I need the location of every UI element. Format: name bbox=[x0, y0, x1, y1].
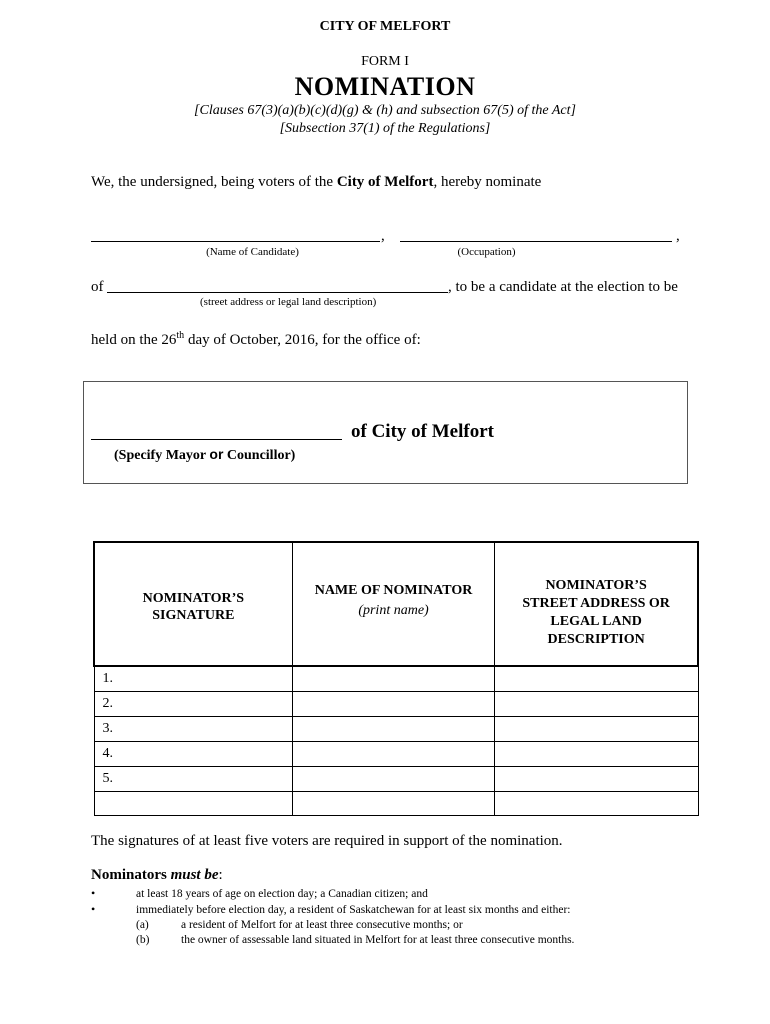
office-city-label: of City of Melfort bbox=[351, 421, 494, 442]
nominator-table bbox=[93, 541, 699, 816]
requirement-residency: immediately before election day, a resident of Saskatchewan for at least six months and either: bbox=[136, 904, 571, 916]
table-row bbox=[94, 767, 698, 792]
header-address-line2: STREET ADDRESS OR bbox=[522, 596, 670, 611]
header-address-line4: DESCRIPTION bbox=[547, 632, 645, 647]
table-row bbox=[94, 666, 698, 692]
nominators-must-be-heading bbox=[91, 867, 223, 884]
table-row bbox=[94, 742, 698, 767]
specify-b: Councillor) bbox=[223, 448, 296, 463]
table-row bbox=[94, 692, 698, 717]
sub-item-a-label: (a) bbox=[136, 919, 149, 931]
address-line[interactable] bbox=[107, 292, 448, 293]
signature-requirement: The signatures of at least five voters are required in support of the nomination. bbox=[91, 833, 563, 849]
must-b: must be bbox=[170, 867, 219, 883]
sub-item-a-text: a resident of Melfort for at least three consecutive months; or bbox=[181, 919, 463, 931]
candidate-name-line[interactable] bbox=[91, 241, 380, 242]
row-number bbox=[94, 792, 292, 816]
name-cell[interactable] bbox=[292, 742, 495, 767]
sub-item-b-text: the owner of assessable land situated in Melfort for at least three consecutive months. bbox=[181, 934, 575, 946]
election-suffix: day of October, 2016, for the office of: bbox=[184, 332, 421, 348]
city-heading: CITY OF MELFORT bbox=[319, 19, 451, 34]
name-cell[interactable] bbox=[292, 692, 495, 717]
office-line[interactable] bbox=[91, 439, 342, 440]
row-number: 4. bbox=[94, 742, 292, 767]
address-cell[interactable] bbox=[495, 792, 698, 816]
header-address-line1: NOMINATOR’S bbox=[545, 578, 647, 593]
table-row bbox=[94, 792, 698, 816]
bullet-icon: • bbox=[91, 902, 96, 916]
of-label: of bbox=[91, 279, 104, 295]
header-name bbox=[292, 542, 495, 666]
row-number: 3. bbox=[94, 717, 292, 742]
name-cell[interactable] bbox=[292, 717, 495, 742]
intro-city: City of Melfort bbox=[336, 174, 434, 190]
must-a: Nominators bbox=[91, 867, 171, 883]
header-name-title: NAME OF NOMINATOR bbox=[314, 583, 473, 598]
office-specify-caption bbox=[114, 446, 295, 464]
sub-item-b-label: (b) bbox=[136, 934, 150, 946]
specify-or: or bbox=[209, 446, 224, 462]
office-box bbox=[83, 381, 688, 484]
intro-prefix: We, the undersigned, being voters of the bbox=[91, 174, 337, 190]
table-row bbox=[94, 717, 698, 742]
row-number: 1. bbox=[94, 666, 292, 692]
election-sup: th bbox=[176, 330, 185, 341]
name-cell[interactable] bbox=[292, 792, 495, 816]
intro-statement bbox=[91, 174, 541, 191]
header-address-line3: LEGAL LAND bbox=[550, 614, 642, 629]
election-date-statement bbox=[91, 330, 421, 349]
row-number: 2. bbox=[94, 692, 292, 717]
name-cell[interactable] bbox=[292, 666, 495, 692]
address-cell[interactable] bbox=[495, 692, 698, 717]
comma-1: , bbox=[381, 228, 385, 244]
intro-suffix: , hereby nominate bbox=[433, 174, 542, 190]
table-header-row bbox=[94, 542, 698, 666]
header-name-sub: (print name) bbox=[358, 603, 429, 618]
address-cell[interactable] bbox=[495, 666, 698, 692]
occupation-caption: (Occupation) bbox=[457, 246, 516, 258]
address-cell[interactable] bbox=[495, 742, 698, 767]
header-signature-line2: SIGNATURE bbox=[152, 608, 235, 623]
header-signature-line1: NOMINATOR’S bbox=[142, 591, 245, 606]
election-prefix: held on the 26 bbox=[91, 332, 177, 348]
row-number: 5. bbox=[94, 767, 292, 792]
address-cell[interactable] bbox=[495, 717, 698, 742]
bullet-icon: • bbox=[91, 886, 96, 900]
comma-2: , bbox=[676, 228, 680, 244]
candidate-name-caption: (Name of Candidate) bbox=[206, 246, 299, 258]
form-number: FORM I bbox=[361, 54, 409, 69]
requirement-age-citizen: at least 18 years of age on election day; a Canadian citizen; and bbox=[136, 888, 428, 900]
form-title: NOMINATION bbox=[294, 72, 476, 101]
name-cell[interactable] bbox=[292, 767, 495, 792]
address-caption: (street address or legal land description) bbox=[200, 296, 377, 308]
address-cell[interactable] bbox=[495, 767, 698, 792]
header-signature bbox=[94, 542, 292, 666]
address-suffix: , to be a candidate at the election to be bbox=[448, 279, 678, 295]
specify-a: (Specify Mayor bbox=[114, 448, 210, 463]
regulations-reference: [Subsection 37(1) of the Regulations] bbox=[279, 121, 491, 136]
must-c: : bbox=[218, 867, 223, 883]
clauses-reference: [Clauses 67(3)(a)(b)(c)(d)(g) & (h) and subsection 67(5) of the Act] bbox=[194, 103, 576, 118]
header-address bbox=[495, 542, 698, 666]
occupation-line[interactable] bbox=[400, 241, 672, 242]
